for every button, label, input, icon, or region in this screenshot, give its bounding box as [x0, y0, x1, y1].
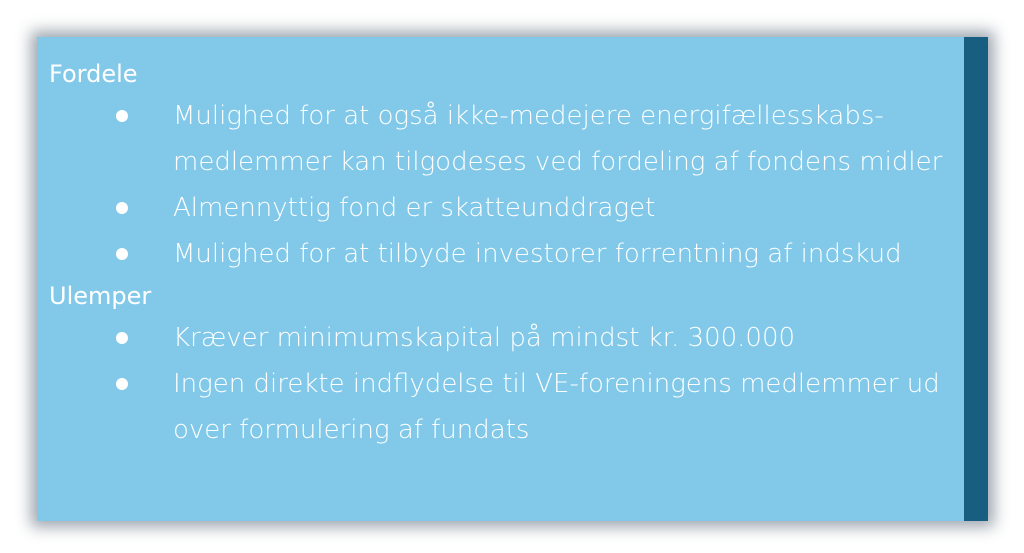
section-heading-ulemper: Ulemper [49, 282, 152, 310]
list-item [49, 231, 958, 277]
bullet-icon [116, 248, 128, 260]
section-heading-fordele: Fordele [49, 60, 138, 88]
list-item [49, 361, 958, 453]
accent-bar [964, 37, 988, 521]
list-item [49, 185, 958, 231]
bullet-icon [116, 202, 128, 214]
list-item-text: Almennyttig fond er skatteunddraget [173, 193, 656, 223]
content [49, 55, 958, 453]
list-item [49, 315, 958, 361]
fordele-list [49, 93, 958, 277]
list-item-text: Mulighed for at også ikke-medejere energifællesskabs-medlemmer kan tilgodeses ved fordeling af fondens midler [173, 101, 943, 177]
ulemper-list [49, 315, 958, 453]
pros-cons-box [37, 37, 988, 521]
list-item-text: Mulighed for at tilbyde investorer forrentning af indskud [173, 239, 902, 269]
list-item-text: Kræver minimumskapital på mindst kr. 300.000 [173, 323, 796, 353]
list-item-text: Ingen direkte indflydelse til VE-foreningens medlemmer ud over formulering af fundats [173, 369, 940, 445]
list-item [49, 93, 958, 185]
bullet-icon [116, 110, 128, 122]
bullet-icon [116, 378, 128, 390]
bullet-icon [116, 332, 128, 344]
